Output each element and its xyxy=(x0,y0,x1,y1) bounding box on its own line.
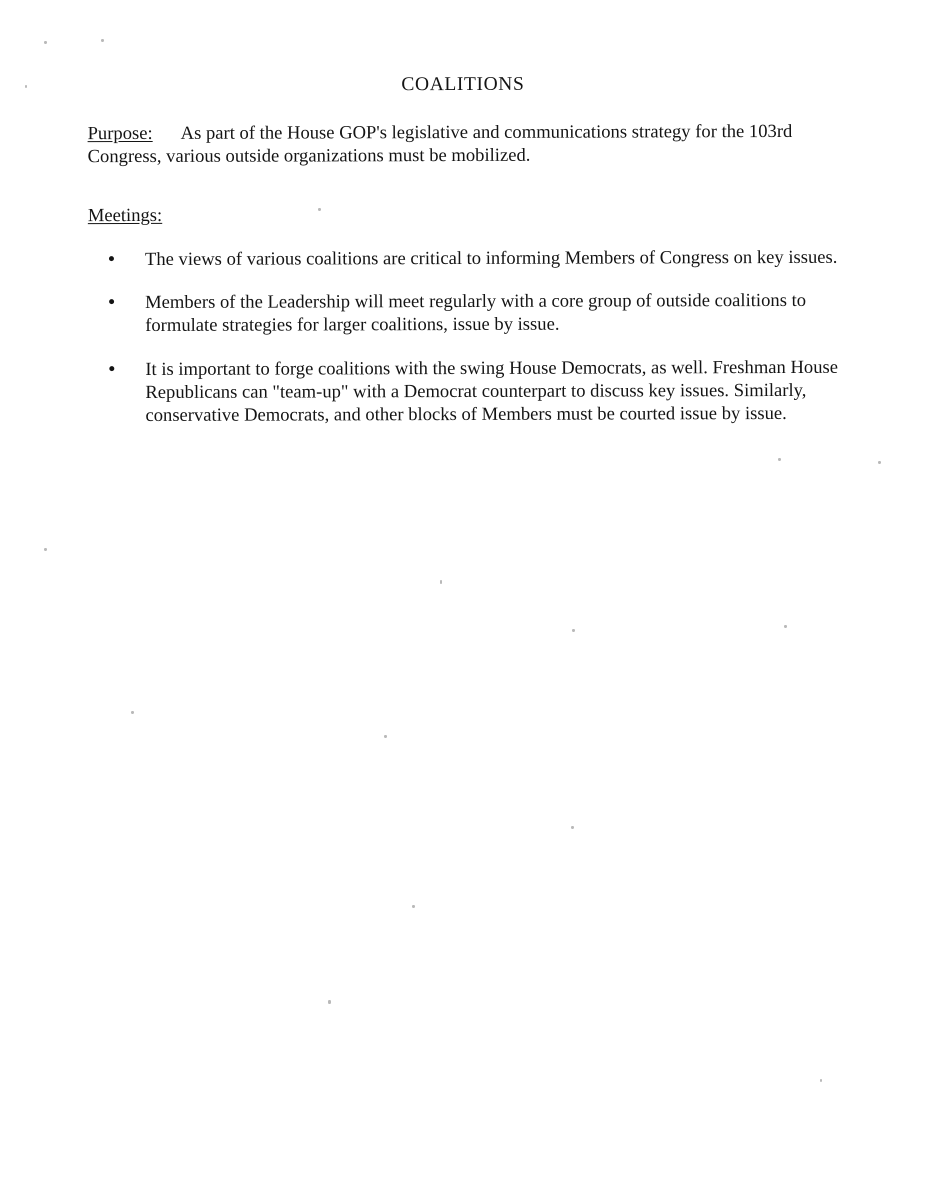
list-item xyxy=(88,289,848,338)
typed-content-block xyxy=(0,0,926,427)
scan-speck xyxy=(571,826,574,829)
section-heading-meetings: Meetings: xyxy=(87,204,163,227)
scan-speck xyxy=(101,39,104,42)
scan-speck xyxy=(778,458,781,461)
list-item-text: Members of the Leadership will meet regularly with a core group of outside coalitions to formulate strategies for larger coalitions, issue by issue. xyxy=(145,290,807,337)
scan-speck xyxy=(440,580,442,584)
meetings-bullet-list xyxy=(88,246,849,428)
page-title: COALITIONS xyxy=(401,73,525,96)
scan-speck xyxy=(784,625,787,628)
scan-speck xyxy=(328,1000,331,1004)
scan-speck xyxy=(384,735,387,738)
bullet-dot-icon xyxy=(109,366,114,371)
scan-speck xyxy=(878,461,881,464)
scan-speck xyxy=(318,208,321,211)
purpose-label: Purpose: xyxy=(87,122,153,145)
bullet-dot-icon xyxy=(109,299,114,304)
list-item xyxy=(88,355,848,427)
scan-speck xyxy=(44,548,47,551)
scan-speck xyxy=(44,41,47,44)
list-item xyxy=(88,246,848,272)
bullet-dot-icon xyxy=(109,256,114,261)
purpose-paragraph xyxy=(88,120,848,169)
scan-speck xyxy=(412,905,415,908)
scan-speck xyxy=(820,1079,822,1082)
scan-speck xyxy=(131,711,134,714)
purpose-text: As part of the House GOP's legislative and communications strategy for the 103rd Congress, various outside organizations must be mobilized. xyxy=(87,120,793,168)
scan-speck xyxy=(572,629,575,632)
list-item-text: It is important to forge coalitions with the swing House Democrats, as well. Freshman House Republicans can "team-up" with a Democrat counterpart to discuss key issues. Similarly, conservative Democrats, and other blocks of Members must be courted issue by issue. xyxy=(145,356,839,427)
list-item-text: The views of various coalitions are critical to informing Members of Congress on key issues. xyxy=(144,246,838,270)
